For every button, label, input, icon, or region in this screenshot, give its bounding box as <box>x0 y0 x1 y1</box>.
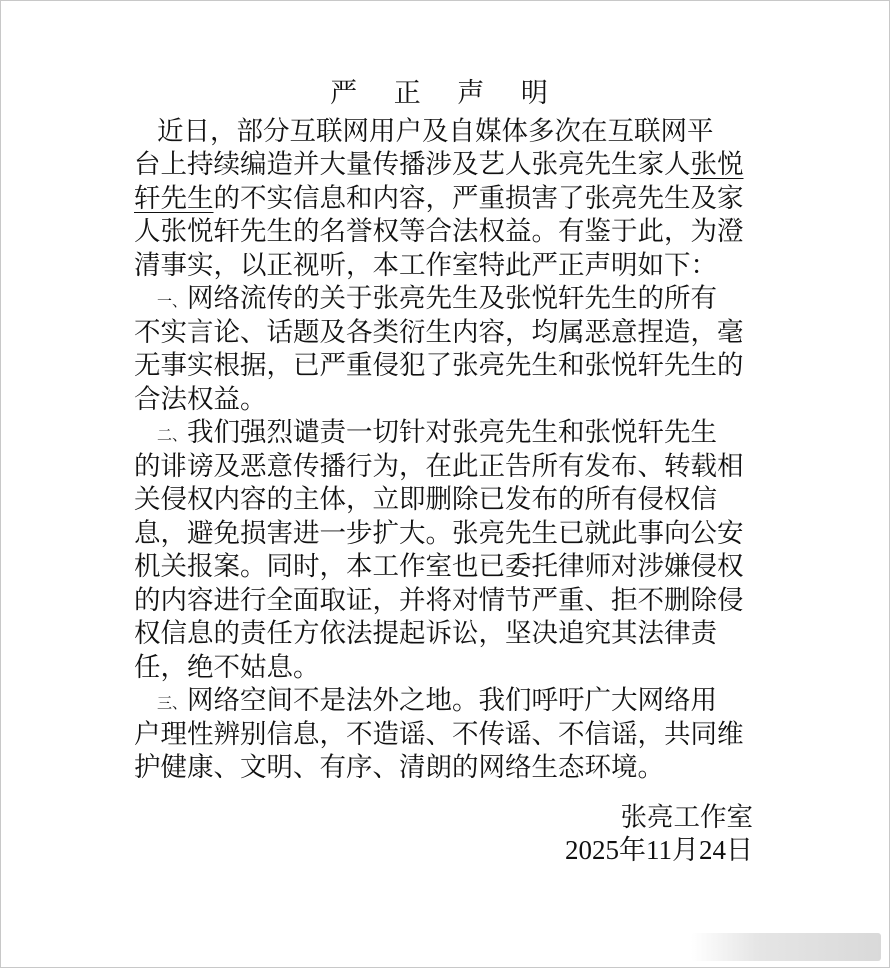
intro-line-3-text: 的不实信息和内容，严重损害了张亮先生及家 <box>213 183 744 214</box>
document-title: 严 正 声 明 <box>330 78 562 109</box>
intro-line-1: 近日，部分互联网用户及自媒体多次在互联网平 <box>157 116 714 147</box>
signature: 张亮工作室 <box>620 802 753 833</box>
point-1-text-1: 网络流传的关于张亮先生及张悦轩先生的所有 <box>187 283 718 314</box>
point-1-line-4: 合法权益。 <box>134 384 267 415</box>
point-2-number: 二、 <box>157 426 188 444</box>
intro-line-2 <box>134 146 744 184</box>
intro-line-4: 人张悦轩先生的名誉权等合法权益。有鉴于此，为澄 <box>134 216 744 247</box>
intro-line-5: 清事实，以正视听，本工作室特此严正声明如下： <box>134 250 717 281</box>
point-3-text-1: 网络空间不是法外之地。我们呼吁广大网络用 <box>187 685 718 716</box>
point-2-text-1: 我们强烈谴责一切针对张亮先生和张悦轩先生 <box>187 417 718 448</box>
point-3-line-2: 户理性辨别信息，不造谣、不传谣、不信谣，共同维 <box>134 719 744 750</box>
underlined-name-part-2: 轩先生 <box>134 183 214 214</box>
underlined-name-part-1: 张悦 <box>690 149 744 180</box>
point-2-line-5: 机关报案。同时，本工作室也已委托律师对涉嫌侵权 <box>134 551 744 582</box>
point-2-line-7: 权信息的责任方依法提起诉讼，坚决追究其法律责 <box>134 618 717 649</box>
point-2-line-2: 的诽谤及恶意传播行为，在此正告所有发布、转载相 <box>134 451 744 482</box>
point-1-number: 一、 <box>157 292 188 310</box>
point-2-line-3: 关侵权内容的主体，立即删除已发布的所有侵权信 <box>134 484 717 515</box>
date: 2025年11月24日 <box>565 835 753 865</box>
point-2-line-8: 任，绝不姑息。 <box>134 652 320 683</box>
point-1-line-3: 无事实根据，已严重侵犯了张亮先生和张悦轩先生的 <box>134 350 744 381</box>
intro-line-2-text: 台上持续编造并大量传播涉及艺人张亮先生家人 <box>134 149 691 180</box>
point-1-line-2: 不实言论、话题及各类衍生内容，均属恶意捏造，毫 <box>134 317 744 348</box>
point-3-line-3: 护健康、文明、有序、清朗的网络生态环境。 <box>134 752 664 783</box>
watermark <box>691 933 881 961</box>
point-3-number: 三、 <box>157 694 188 712</box>
point-2-line-4: 息，避免损害进一步扩大。张亮先生已就此事向公安 <box>134 518 744 549</box>
point-2-line-6: 的内容进行全面取证，并将对情节严重、拒不删除侵 <box>134 585 744 616</box>
